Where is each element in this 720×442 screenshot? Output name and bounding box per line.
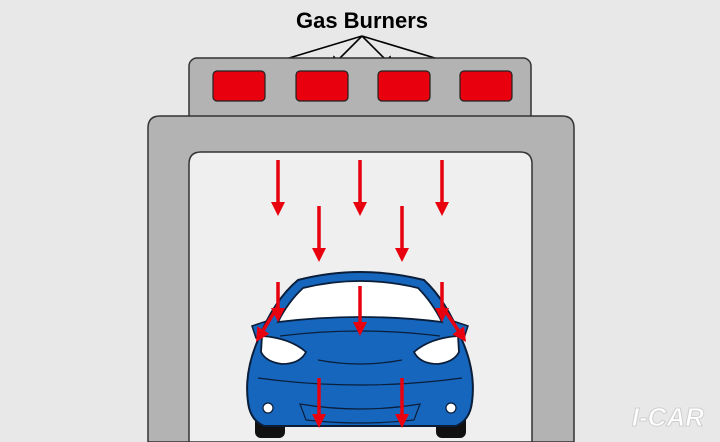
burner [296,71,348,101]
burner [213,71,265,101]
icar-watermark: I-CAR [631,402,704,432]
burner [460,71,512,101]
gas-burners-label: Gas Burners [295,8,429,33]
right-fog-light [446,403,456,413]
left-fog-light [263,403,273,413]
burner [378,71,430,101]
